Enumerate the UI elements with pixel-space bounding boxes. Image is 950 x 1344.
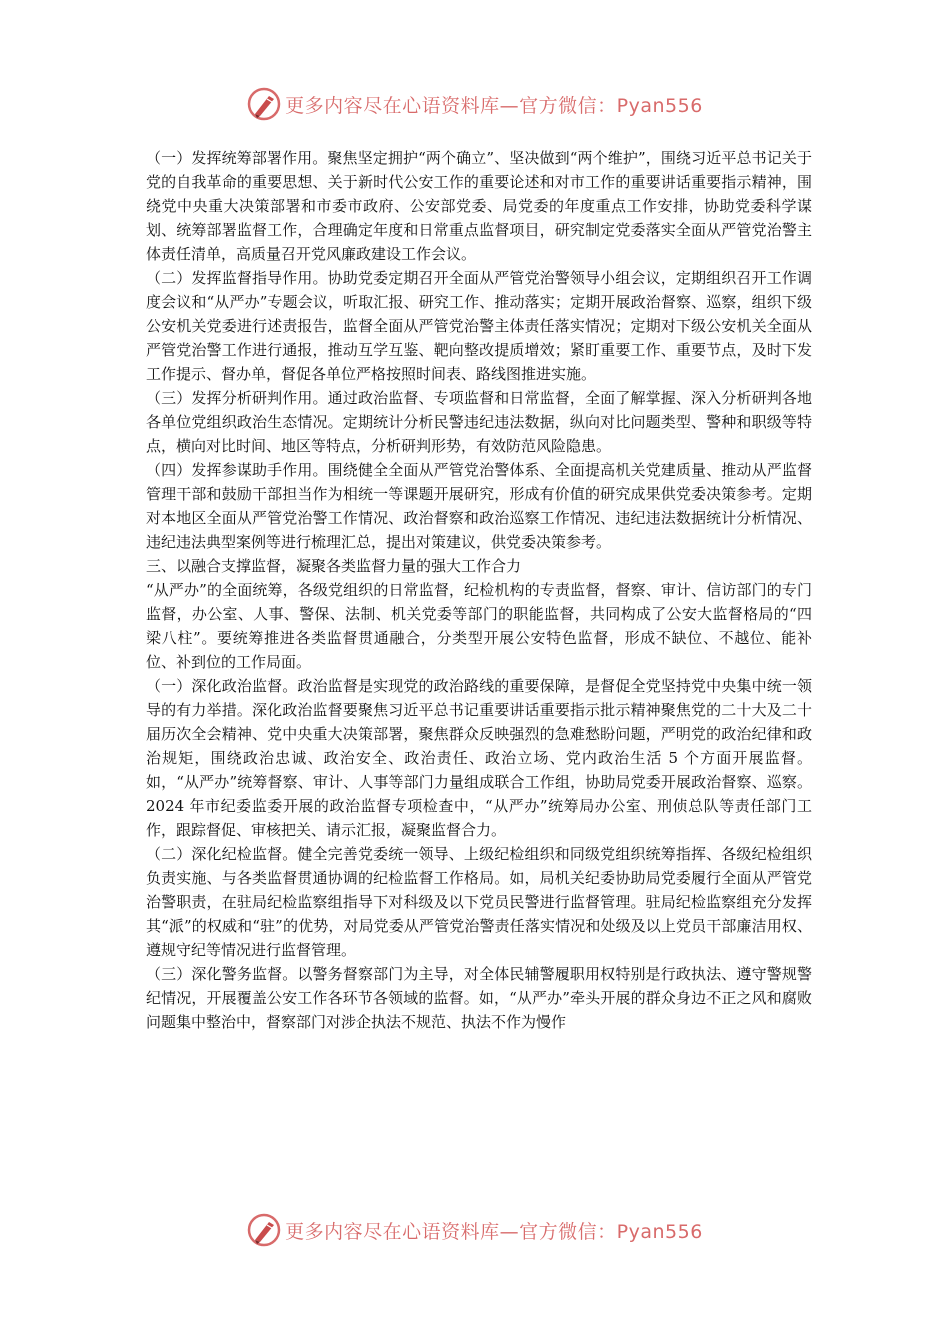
paragraph-7: （二）深化纪检监督。健全完善党委统一领导、上级纪检组织和同级党组织统筹指挥、各级纪检组织负责实施、与各类监督贯通协调的纪检监督工作格局。如，局机关纪委协助局党委履行全面从严管党治警职责，在驻局纪检监察组指导下对科级及以下党员民警进行监督管理。驻局纪检监察组充分发挥其“派”的权威和“驻”的优势，对局党委从严管党治警责任落实情况和处级及以上党员干部廉洁用权、遵规守纪等情况进行监督管理。 [146,845,812,959]
watermark-text: 更多内容尽在心语资料库—官方微信：Pyan556 [285,1220,703,1243]
watermark-text: 更多内容尽在心语资料库—官方微信：Pyan556 [285,94,703,117]
document-body [146,146,812,1034]
paragraph-3: （三）发挥分析研判作用。通过政治监督、专项监督和日常监督，全面了解掌握、深入分析研判各地各单位党组织政治生态情况。定期统计分析民警违纪违法数据，纵向对比问题类型、警种和职级等特点，横向对比时间、地区等特点，分析研判形势，有效防范风险隐患。 [146,389,812,455]
paragraph-2: （二）发挥监督指导作用。协助党委定期召开全面从严管党治警领导小组会议，定期组织召开工作调度会议和“从严办”专题会议，听取汇报、研究工作、推动落实；定期开展政治督察、巡察，组织下级公安机关党委进行述责报告，监督全面从严管党治警主体责任落实情况；定期对下级公安机关全面从严管党治警工作进行通报，推动互学互鉴、靶向整改提质增效；紧盯重要工作、重要节点，及时下发工作提示、督办单，督促各单位严格按照时间表、路线图推进实施。 [146,269,812,383]
paragraph-6: （一）深化政治监督。政治监督是实现党的政治路线的重要保障，是督促全党坚持党中央集中统一领导的有力举措。深化政治监督要聚焦习近平总书记重要讲话重要指示批示精神聚焦党的二十大及二十届历次全会精神、党中央重大决策部署，聚焦群众反映强烈的急难愁盼问题，严明党的政治纪律和政治规矩，围绕政治忠诚、政治安全、政治责任、政治立场、党内政治生活 5 个方面开展监督。如，“从严办”统筹督察、审计、人事等部门力量组成联合工作组，协助局党委开展政治督察、巡察。2024 年市纪委监委开展的政治监督专项检查中，“从严办”统筹局办公室、刑侦总队等责任部门工作，跟踪督促、审核把关、请示汇报，凝聚监督合力。 [146,677,812,839]
paragraph-5: “从严办”的全面统筹，各级党组织的日常监督，纪检机构的专责监督，督察、审计、信访部门的专门监督，办公室、人事、警保、法制、机关党委等部门的职能监督，共同构成了公安大监督格局的“四梁八柱”。要统筹推进各类监督贯通融合，分类型开展公安特色监督，形成不缺位、不越位、能补位、补到位的工作局面。 [146,581,812,671]
pen-logo-icon [247,1213,281,1247]
footer-watermark [0,1210,950,1250]
paragraph-8: （三）深化警务监督。以警务督察部门为主导，对全体民辅警履职用权特别是行政执法、遵守警规警纪情况，开展覆盖公安工作各环节各领域的监督。如，“从严办”牵头开展的群众身边不正之风和腐败问题集中整治中，督察部门对涉企执法不规范、执法不作为慢作 [146,965,812,1031]
section-heading: 三、以融合支撑监督，凝聚各类监督力量的强大工作合力 [146,557,522,575]
pen-logo-icon [247,87,281,121]
paragraph-4: （四）发挥参谋助手作用。围绕健全全面从严管党治警体系、全面提高机关党建质量、推动从严监督管理干部和鼓励干部担当作为相统一等课题开展研究，形成有价值的研究成果供党委决策参考。定期对本地区全面从严管党治警工作情况、政治督察和政治巡察工作情况、违纪违法数据统计分析情况、违纪违法典型案例等进行梳理汇总，提出对策建议，供党委决策参考。 [146,461,812,551]
header-watermark [0,84,950,124]
paragraph-1: （一）发挥统筹部署作用。聚焦坚定拥护“两个确立”、坚决做到“两个维护”，围绕习近平总书记关于党的自我革命的重要思想、关于新时代公安工作的重要论述和对市工作的重要讲话重要指示精神，围绕党中央重大决策部署和市委市政府、公安部党委、局党委的年度重点工作安排，协助党委科学谋划、统筹部署监督工作，合理确定年度和日常重点监督项目，研究制定党委落实全面从严管党治警主体责任清单，高质量召开党风廉政建设工作会议。 [146,149,812,263]
